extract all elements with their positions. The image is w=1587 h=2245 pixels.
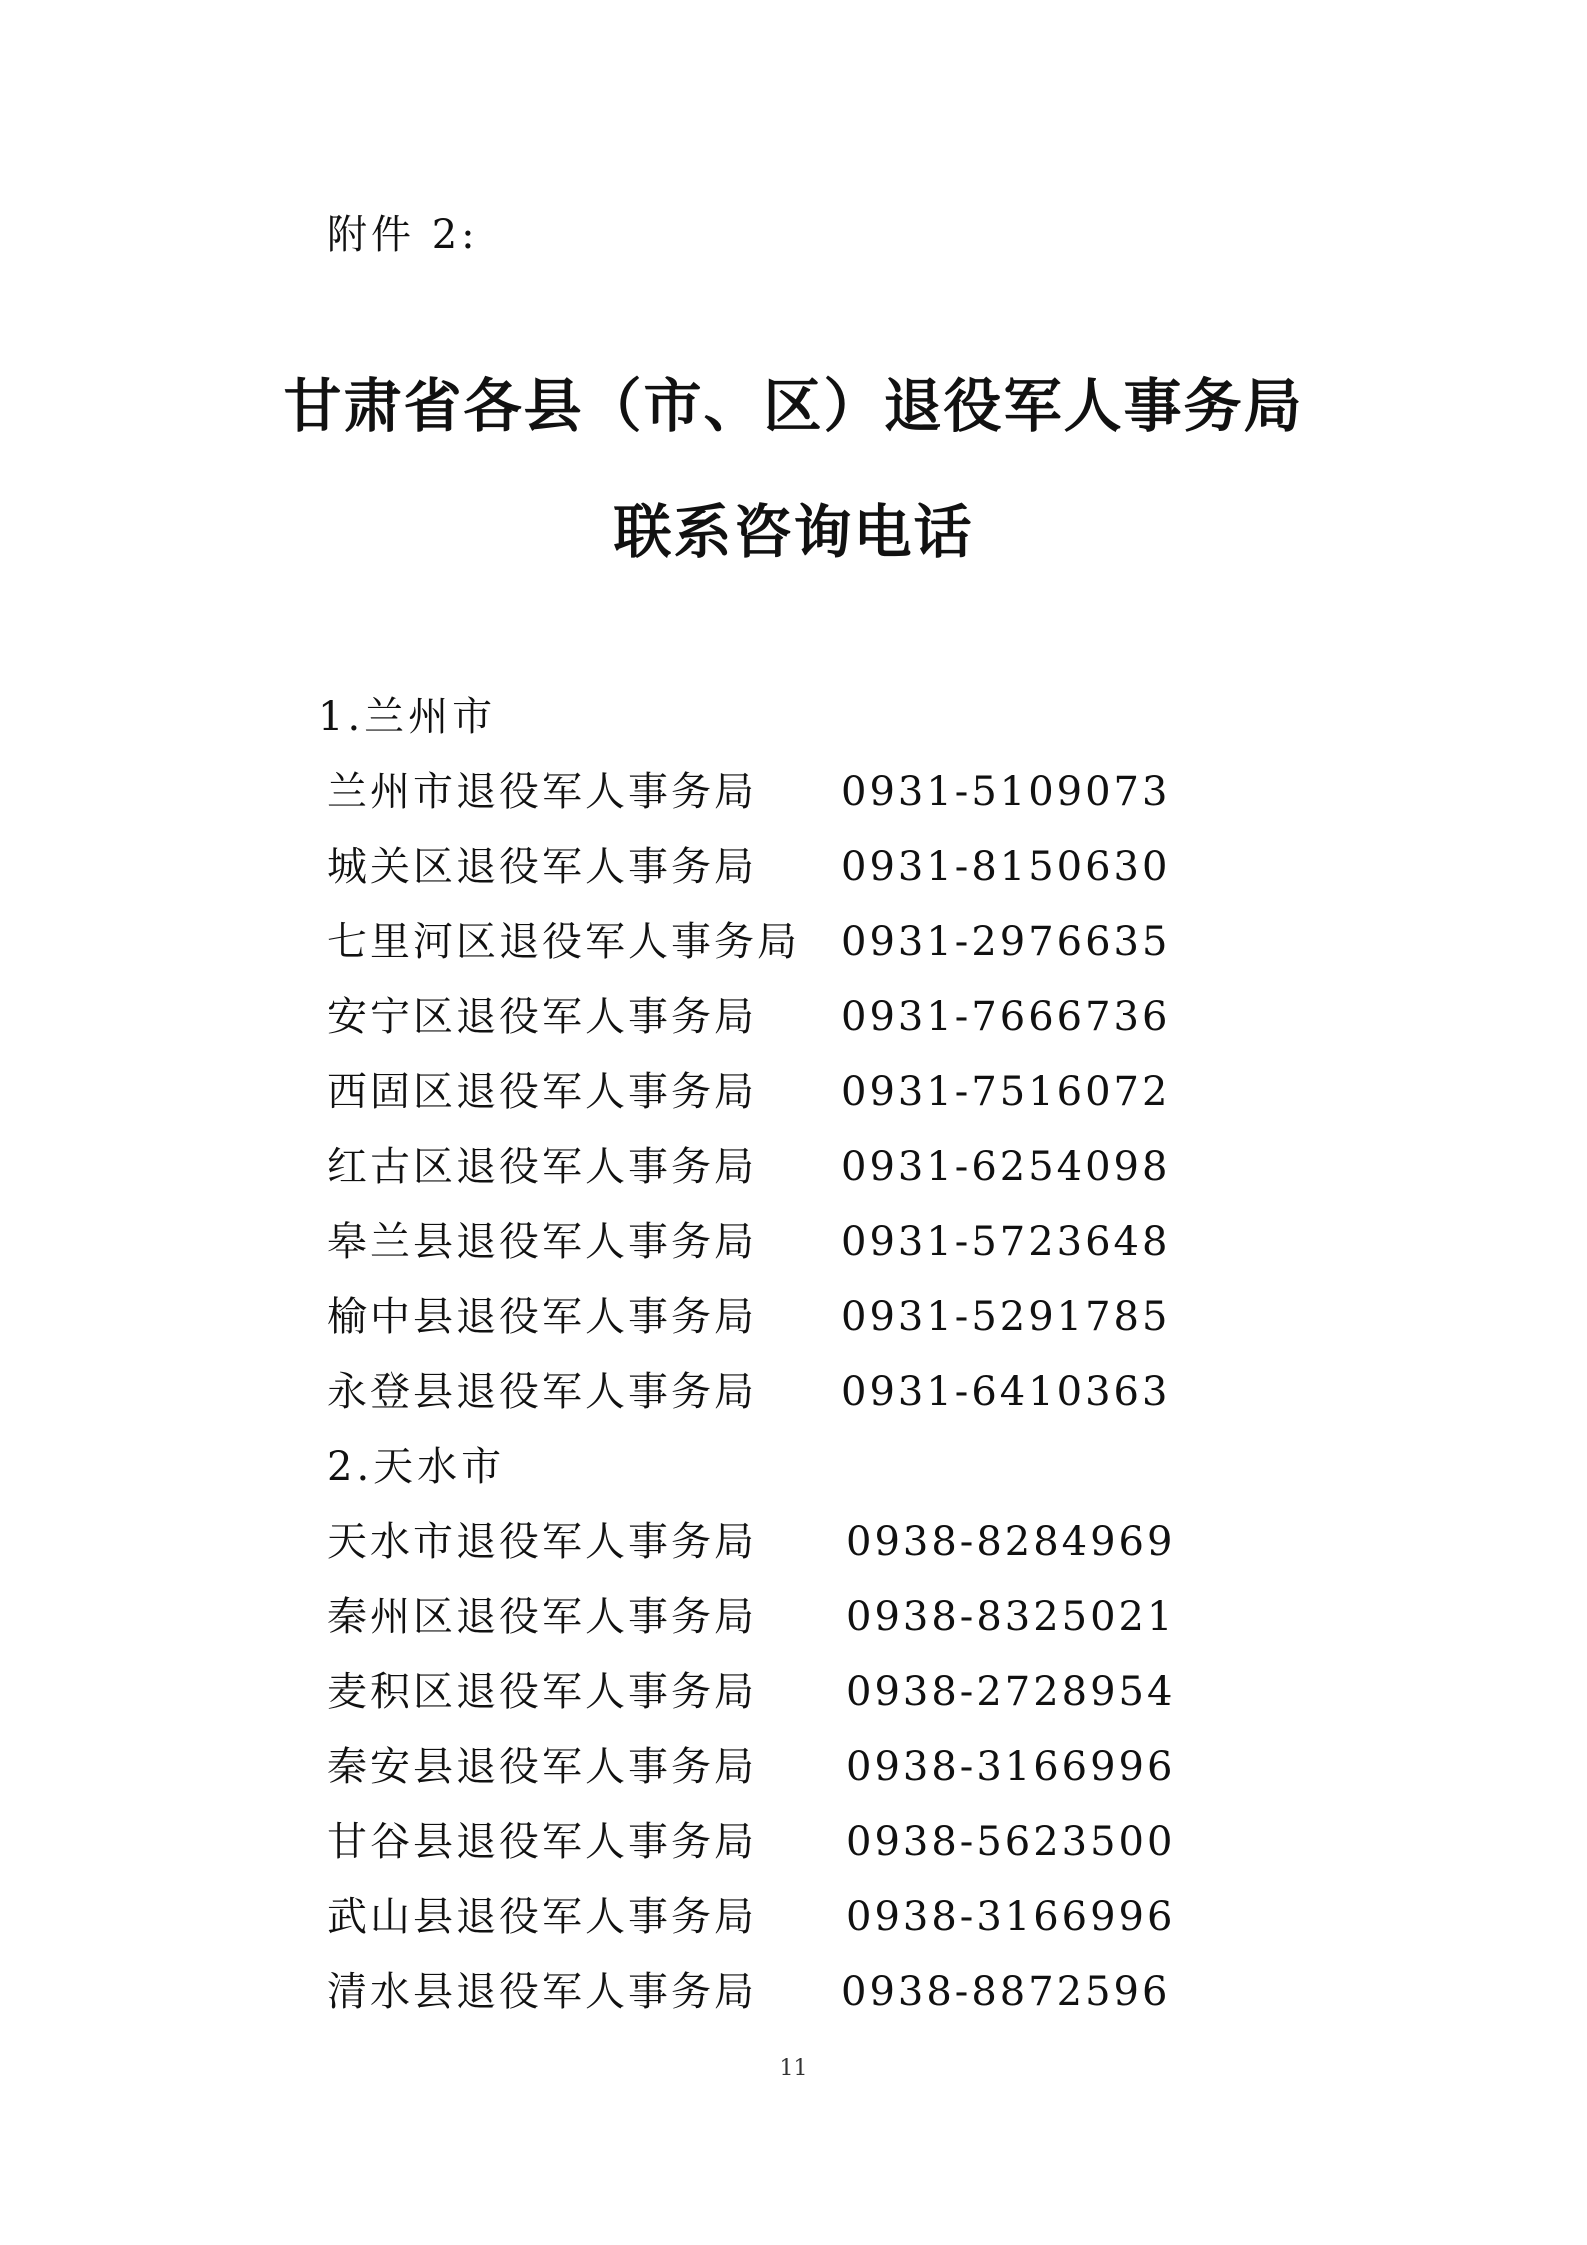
document-title-line-1: 甘肃省各县（市、区）退役军人事务局 [283, 372, 1304, 440]
phone-number: 0931-6410363 [841, 1369, 1171, 1415]
phone-number: 0931-6254098 [841, 1144, 1171, 1190]
phone-number: 0938-5623500 [846, 1819, 1176, 1865]
office-name: 秦安县退役军人事务局 [327, 1744, 757, 1790]
contact-row [327, 1512, 1176, 1572]
contact-row [327, 1737, 1176, 1797]
office-name: 秦州区退役军人事务局 [327, 1594, 757, 1640]
contact-row [327, 1662, 1176, 1722]
office-name: 西固区退役军人事务局 [327, 1069, 757, 1115]
phone-number: 0931-7666736 [841, 994, 1171, 1040]
phone-number: 0938-8872596 [841, 1969, 1171, 2015]
phone-number: 0938-3166996 [846, 1744, 1176, 1790]
contact-row [327, 837, 1171, 897]
contact-row [327, 912, 1171, 972]
contact-row [327, 1812, 1176, 1872]
contact-row [327, 1137, 1171, 1197]
contact-row [327, 1212, 1171, 1272]
phone-number: 0938-2728954 [846, 1669, 1176, 1715]
page-number: 11 [779, 2056, 808, 2081]
contact-row [327, 1587, 1176, 1647]
office-name: 武山县退役军人事务局 [327, 1894, 757, 1940]
phone-number: 0931-2976635 [841, 919, 1171, 965]
phone-number: 0931-5723648 [841, 1219, 1171, 1265]
attachment-label: 附件 2: [327, 212, 479, 258]
office-name: 甘谷县退役军人事务局 [327, 1819, 757, 1865]
contact-row [327, 1287, 1171, 1347]
contact-row [327, 1362, 1171, 1422]
office-name: 清水县退役军人事务局 [327, 1969, 757, 2015]
section-heading-tianshui: 2.天水市 [327, 1444, 506, 1490]
phone-number: 0931-7516072 [841, 1069, 1171, 1115]
office-name: 兰州市退役军人事务局 [327, 769, 757, 815]
office-name: 安宁区退役军人事务局 [327, 994, 757, 1040]
contact-row [327, 987, 1171, 1047]
office-name: 七里河区退役军人事务局 [327, 919, 800, 965]
phone-number: 0931-5291785 [841, 1294, 1171, 1340]
office-name: 红古区退役军人事务局 [327, 1144, 757, 1190]
phone-number: 0938-3166996 [846, 1894, 1176, 1940]
phone-number: 0938-8284969 [846, 1519, 1176, 1565]
document-title-line-2: 联系咨询电话 [613, 498, 974, 566]
phone-number: 0938-8325021 [846, 1594, 1176, 1640]
office-name: 天水市退役军人事务局 [327, 1519, 757, 1565]
contact-row [327, 1062, 1171, 1122]
office-name: 皋兰县退役军人事务局 [327, 1219, 757, 1265]
section-heading-lanzhou: 1.兰州市 [318, 694, 497, 740]
contact-row [327, 1962, 1171, 2022]
contact-row [327, 762, 1171, 822]
phone-number: 0931-5109073 [841, 769, 1171, 815]
office-name: 麦积区退役军人事务局 [327, 1669, 757, 1715]
office-name: 城关区退役军人事务局 [327, 844, 757, 890]
office-name: 榆中县退役军人事务局 [327, 1294, 757, 1340]
contact-row [327, 1887, 1176, 1947]
phone-number: 0931-8150630 [841, 844, 1171, 890]
office-name: 永登县退役军人事务局 [327, 1369, 757, 1415]
